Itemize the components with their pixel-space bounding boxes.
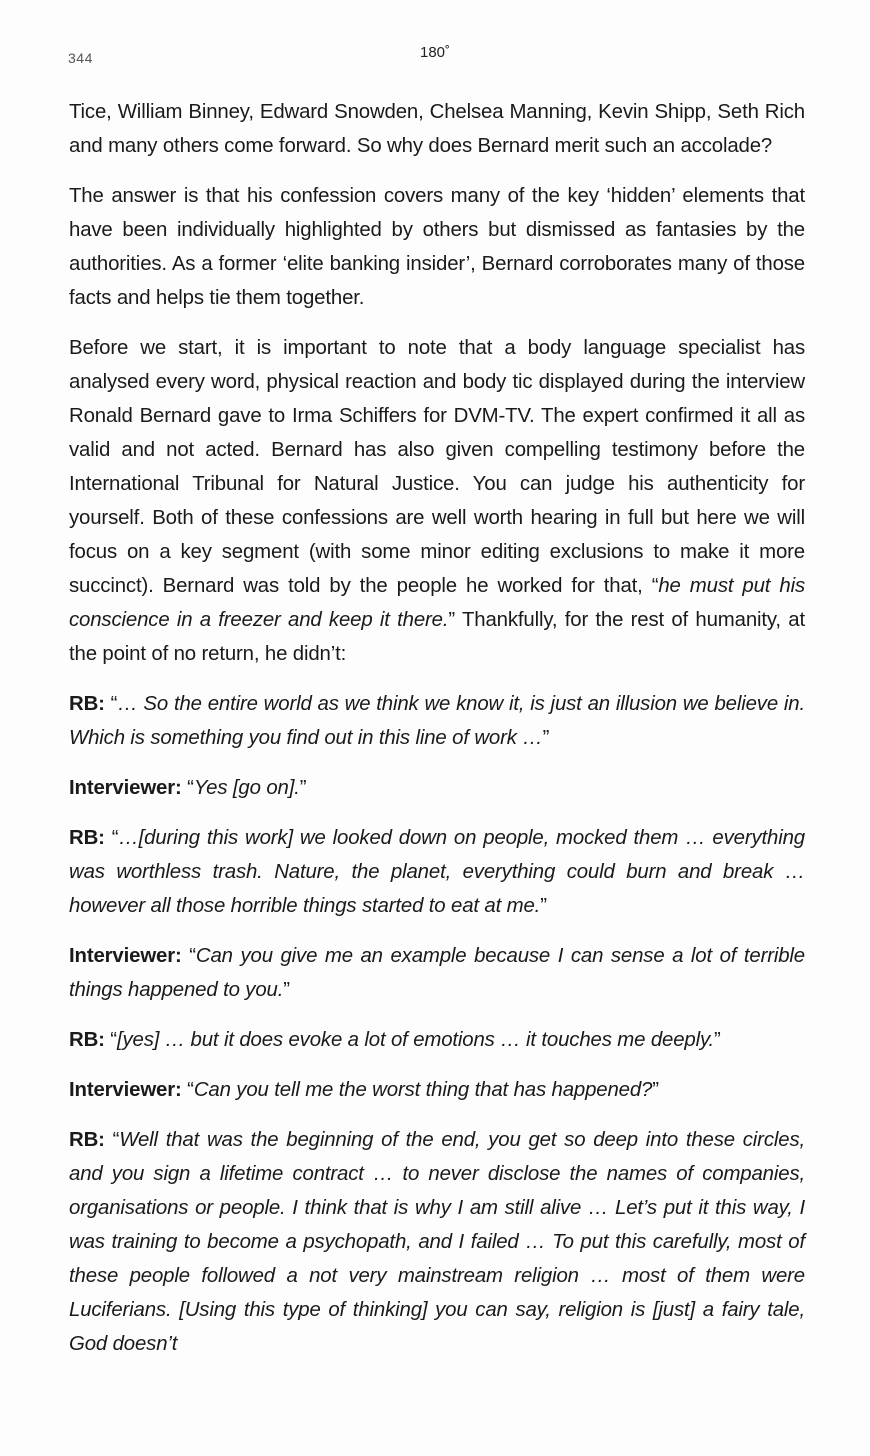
close-quote: ” <box>283 979 290 1001</box>
paragraph-3-text: Before we start, it is important to note that a body language specialist has analysed every word, physical reaction and body tic displayed during the interview Ronald Bernard gave to Irma Schiffers for DVM-TV. The expert confirmed it all as valid and not acted. Bernard has also given compelling testimony before the International Tribunal for Natural Justice. You can judge his authenticity for yourself. Both of these confessions are well worth hearing in full but here we will focus on a key segment (with some minor editing exclusions to make it more succinct). Bernard was told by the people he worked for that, “ <box>69 337 805 597</box>
open-quote: “ <box>104 1029 117 1051</box>
dialogue-line <box>69 771 805 805</box>
paragraph-3-quote: he must put his conscience in a freezer and keep it there. <box>69 575 805 631</box>
open-quote: “ <box>181 1079 194 1101</box>
paragraph-2: The answer is that his confession covers many of the key ‘hidden’ elements that have been individually highlighted by others but dismissed as fantasies by the authorities. As a former ‘elite banking insider’, Bernard corroborates many of those facts and helps tie them together. <box>69 185 805 309</box>
spoken-text: …[during this work] we looked down on people, mocked them … everything was worthless trash. Nature, the planet, everything could burn and break … however all those horrible things started to eat at me. <box>69 827 805 917</box>
dialogue-line <box>69 1123 805 1361</box>
open-quote: “ <box>104 827 119 849</box>
dialogue-line <box>69 1073 805 1107</box>
body-text <box>69 95 805 1377</box>
paragraph-3 <box>69 331 805 671</box>
spoken-text: [yes] … but it does evoke a lot of emotions … it touches me deeply. <box>116 1029 715 1051</box>
close-quote: ” <box>299 777 307 799</box>
paragraph-1: Tice, William Binney, Edward Snowden, Chelsea Manning, Kevin Shipp, Seth Rich and many others come forward. So why does Bernard merit such an accolade? <box>69 101 805 157</box>
page-number: 344 <box>68 50 93 66</box>
close-quote: ” <box>714 1029 721 1051</box>
speaker-label: Interviewer: <box>69 777 182 799</box>
speaker-label: RB: <box>69 693 105 715</box>
paragraph-3-text-end: ” Thankfully, for the rest of humanity, at the point of no return, he didn’t: <box>69 609 805 665</box>
dialogue-line <box>69 821 805 923</box>
close-quote: ” <box>540 895 547 917</box>
open-quote: “ <box>181 777 194 799</box>
close-quote: ” <box>652 1079 659 1101</box>
speaker-label: RB: <box>69 1029 105 1051</box>
open-quote: “ <box>104 1129 120 1151</box>
close-quote: ” <box>542 727 550 749</box>
speaker-label: Interviewer: <box>69 945 182 967</box>
spoken-text: Yes [go on]. <box>193 777 300 799</box>
speaker-label: RB: <box>69 1129 105 1151</box>
spoken-text: … So the entire world as we think we know it, is just an illusion we believe in. Which is something you find out in this line of work … <box>69 693 805 749</box>
speaker-label: Interviewer: <box>69 1079 182 1101</box>
dialogue-line <box>69 1023 805 1057</box>
speaker-label: RB: <box>69 827 105 849</box>
spoken-text: Can you give me an example because I can sense a lot of terrible things happened to you. <box>69 945 805 1001</box>
open-quote: “ <box>104 693 118 715</box>
open-quote: “ <box>181 945 196 967</box>
running-title: 180˚ <box>419 44 451 61</box>
spoken-text: Well that was the beginning of the end, you get so deep into these circles, and you sign a lifetime contract … to never disclose the names of companies, organisations or people. I think that is why I am still alive … Let’s put it this way, I was training to become a psychopath, and I failed … To put this carefully, most of these people followed a not very mainstream religion … most of them were Luciferians. [Using this type of thinking] you can say, religion is [just] a fairy tale, God doesn’t <box>69 1129 806 1355</box>
spoken-text: Can you tell me the worst thing that has happened? <box>193 1079 653 1101</box>
dialogue-line <box>69 687 805 755</box>
dialogue-line <box>69 939 805 1007</box>
